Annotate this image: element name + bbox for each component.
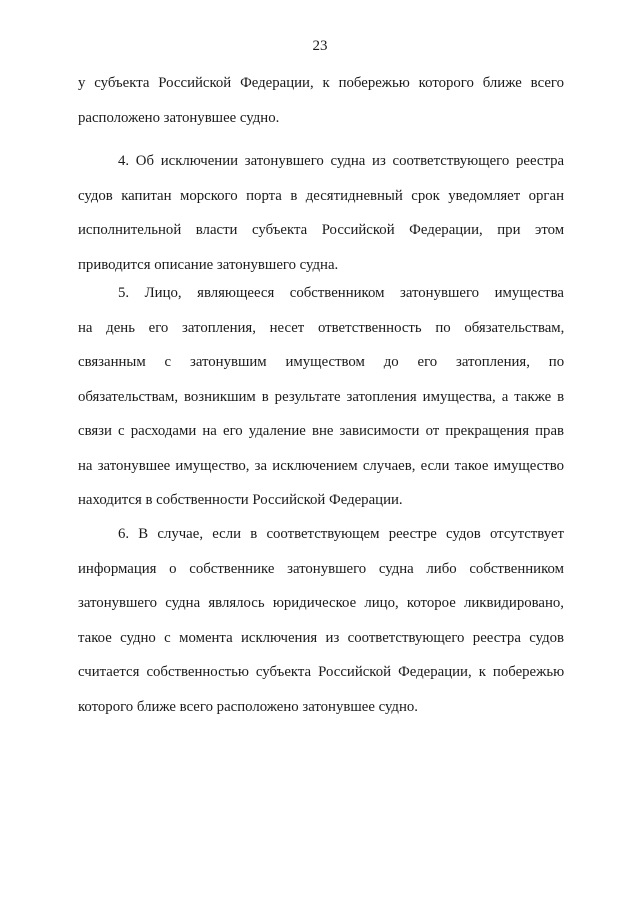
text-line: приводится описание затонувшего судна.: [78, 256, 339, 273]
text-line: у субъекта Российской Федерации, к побережью которого ближе всего: [78, 75, 564, 91]
text-line: считается собственностью субъекта Российской Федерации, к побережью: [78, 664, 565, 680]
text-line: 4. Об исключении затонувшего судна из соответствующего реестра: [118, 153, 565, 169]
text-line: находится в собственности Российской Федерации.: [78, 492, 403, 508]
text-line: связи с расходами на его удаление вне зависимости от прекращения прав: [78, 423, 564, 439]
text-line: расположено затонувшее судно.: [78, 109, 280, 126]
text-line: обязательствам, возникшим в результате затопления имущества, а также в: [78, 388, 565, 405]
page-number: 23: [312, 38, 328, 54]
text-line: на день его затопления, несет ответственность по обязательствам,: [78, 319, 565, 336]
text-line: 5. Лицо, являющееся собственником затонувшего имущества: [118, 285, 564, 301]
text-line: такое судно с момента исключения из соответствующего реестра судов: [78, 629, 564, 646]
text-line: которого ближе всего расположено затонувшее судно.: [78, 698, 418, 715]
text-line: 6. В случае, если в соответствующем реестре судов отсутствует: [118, 526, 564, 542]
paragraph-item-4: [78, 144, 564, 282]
text-line: исполнительной власти субъекта Российской Федерации, при этом: [78, 222, 565, 238]
text-line: на затонувшее имущество, за исключением случаев, если такое имущество: [78, 457, 564, 474]
text-line: связанным с затонувшим имуществом до его затопления, по: [78, 354, 565, 370]
paragraph-item-6: [78, 517, 564, 724]
text-line: судов капитан морского порта в десятидневный срок уведомляет орган: [78, 187, 564, 204]
paragraph-item-5: [78, 276, 564, 518]
paragraph-continuation: [78, 66, 564, 135]
text-line: информация о собственнике затонувшего судна либо собственником: [78, 560, 565, 577]
text-line: затонувшего судна являлось юридическое лицо, которое ликвидировано,: [78, 595, 564, 611]
